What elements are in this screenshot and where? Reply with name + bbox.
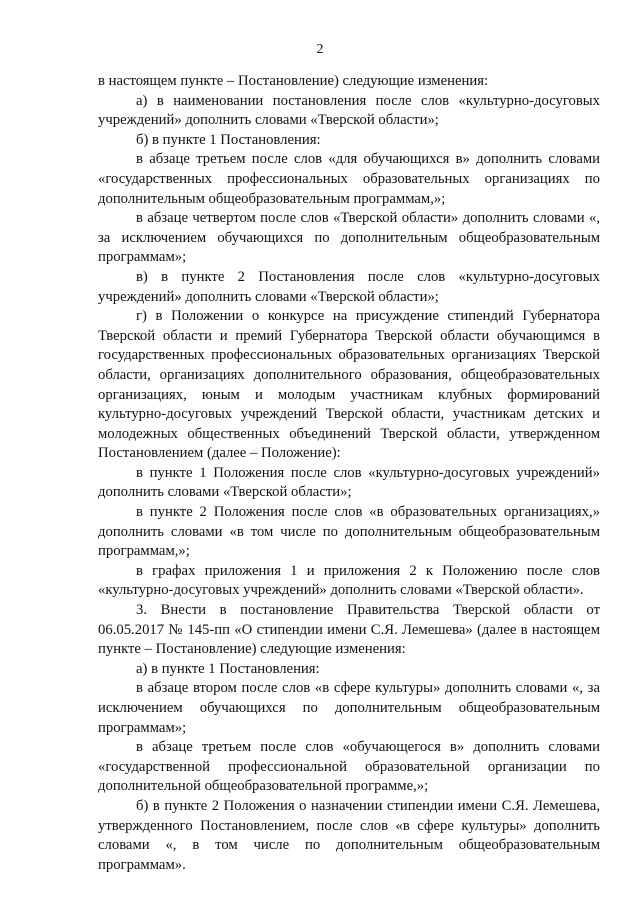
body-paragraph: в абзаце третьем после слов «обучающегося в» дополнить словами «государственной профессиональной образовательной организации по дополнительной общеобразовательной программе,»; xyxy=(98,739,600,795)
body-paragraph: в пункте 1 Положения после слов «культурно-досуговых учреждений» дополнить словами «Тверской области»; xyxy=(98,464,600,501)
body-paragraph: в графах приложения 1 и приложения 2 к Положению после слов «культурно-досуговых учреждений» дополнить словами «Тверской области». xyxy=(98,562,600,599)
body-paragraph: а) в пункте 1 Постановления: xyxy=(136,660,320,677)
body-paragraph: в абзаце четвертом после слов «Тверской области» дополнить словами «, за исключением обучающихся по дополнительным общеобразовательным программам»; xyxy=(98,210,600,266)
document-body xyxy=(98,72,600,875)
body-paragraph: б) в пункте 1 Постановления: xyxy=(136,131,321,148)
body-paragraph: б) в пункте 2 Положения о назначении стипендии имени С.Я. Лемешева, утвержденного Постановлением, после слов «в сфере культуры» дополнить словами «, в том числе по дополнительным общеобразовательным программам». xyxy=(98,797,600,873)
body-paragraph: г) в Положении о конкурсе на присуждение стипендий Губернатора Тверской области и премий Губернатора Тверской области обучающимся в государственных профессиональных образовательных организациях Тверской области, организациях дополнительного образования, общеобразовательных организациях, юным и молодым участникам клубных формирований культурно-досуговых учреждений Тверской области, участникам детских и молодежных общественных объединений Тверской области, утвержденном Постановлением (далее – Положение): xyxy=(98,308,600,462)
body-paragraph: в абзаце втором после слов «в сфере культуры» дополнить словами «, за исключением обучающихся по дополнительным общеобразовательным программам»; xyxy=(98,680,600,736)
body-paragraph: в пункте 2 Положения после слов «в образовательных организациях,» дополнить словами «в том числе по дополнительным общеобразовательным программам,»; xyxy=(98,504,600,560)
body-paragraph: 3. Внести в постановление Правительства Тверской области от 06.05.2017 № 145-пп «О стипендии имени С.Я. Лемешева» (далее в настоящем пункте – Постановление) следующие изменения: xyxy=(98,602,600,658)
page-number: 2 xyxy=(316,42,324,57)
body-paragraph: а) в наименовании постановления после слов «культурно-досуговых учреждений» дополнить словами «Тверской области»; xyxy=(98,92,600,129)
body-paragraph: в настоящем пункте – Постановление) следующие изменения: xyxy=(98,73,489,89)
body-paragraph: в) в пункте 2 Постановления после слов «культурно-досуговых учреждений» дополнить словами «Тверской области»; xyxy=(98,268,600,305)
body-paragraph: в абзаце третьем после слов «для обучающихся в» дополнить словами «государственных профессиональных образовательных организациях по дополнительным общеобразовательным программам,»; xyxy=(98,151,600,207)
